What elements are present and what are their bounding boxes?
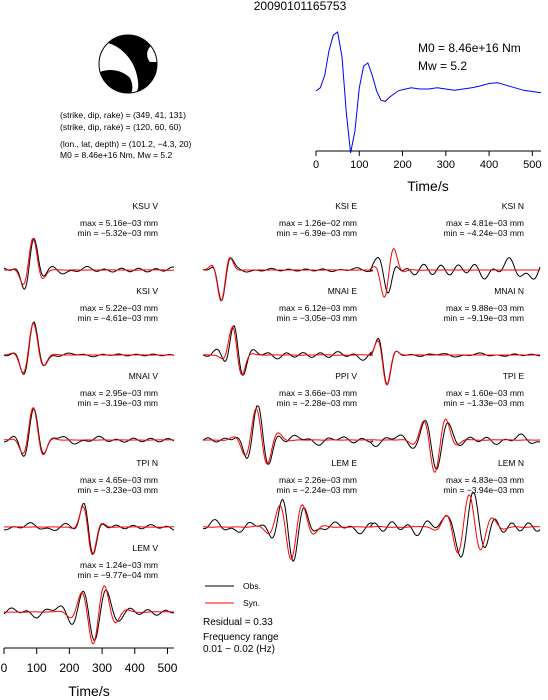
- waveform-panel: [370, 458, 540, 557]
- observed-trace: [4, 239, 174, 289]
- max-amplitude-label: max = 2.26e−03 mm: [279, 475, 357, 485]
- waveform-x-tick-label: 500: [157, 661, 178, 675]
- station-label: KSU V: [132, 201, 158, 211]
- min-amplitude-label: min = −3.94e−03 mm: [443, 485, 524, 495]
- max-amplitude-label: max = 1.26e−02 mm: [279, 218, 357, 228]
- station-label: MNAI E: [327, 286, 357, 296]
- waveform-panel: [4, 286, 174, 374]
- legend: [203, 581, 279, 655]
- station-label: LEM N: [498, 458, 524, 468]
- waveform-x-tick-label: 300: [92, 661, 113, 675]
- observed-trace: [4, 322, 174, 374]
- synthetic-trace: [203, 409, 373, 464]
- station-label: LEM E: [331, 458, 357, 468]
- stf-x-tick-label: 400: [479, 159, 499, 171]
- mechanism-line-1: (strike, dip, rake) = (349, 41, 131): [60, 110, 186, 120]
- max-amplitude-label: max = 4.81e−03 mm: [446, 218, 524, 228]
- stf-x-axis-label: Time/s: [407, 178, 449, 194]
- max-amplitude-label: max = 1.24e−03 mm: [80, 560, 158, 570]
- min-amplitude-label: min = −4.24e−03 mm: [443, 228, 524, 238]
- max-amplitude-label: max = 6.12e−03 mm: [279, 303, 357, 313]
- station-label: KSI V: [136, 286, 158, 296]
- frequency-range-value: 0.01 − 0.02 (Hz): [203, 644, 275, 655]
- min-amplitude-label: min = −6.39e−03 mm: [276, 228, 357, 238]
- max-amplitude-label: max = 4.83e−03 mm: [446, 475, 524, 485]
- station-label: MNAI N: [494, 286, 524, 296]
- stf-x-tick-label: 0: [312, 159, 320, 171]
- max-amplitude-label: max = 3.66e−03 mm: [279, 388, 357, 398]
- source-time-function-plot: [313, 32, 542, 194]
- synthetic-trace: [4, 323, 174, 372]
- waveform-x-tick-label: 400: [124, 661, 145, 675]
- observed-trace: [4, 409, 174, 457]
- waveform-panel: [4, 458, 174, 555]
- station-label: LEM V: [132, 543, 158, 553]
- observed-trace: [4, 590, 174, 640]
- waveform-panel: [203, 458, 373, 561]
- min-amplitude-label: min = −9.19e−03 mm: [443, 313, 524, 323]
- observed-trace: [203, 326, 373, 375]
- min-amplitude-label: min = −9.77e−04 mm: [77, 570, 158, 580]
- stf-moment-label: M0 = 8.46e+16 Nm: [418, 41, 521, 55]
- waveform-x-tick-label: 0: [0, 661, 8, 675]
- waveform-x-axis-label: Time/s: [68, 683, 110, 699]
- frequency-range-label: Frequency range: [203, 632, 279, 643]
- waveform-panel: [203, 286, 373, 375]
- legend-syn-label: Syn.: [243, 598, 261, 608]
- waveform-panels: [4, 201, 540, 644]
- waveform-panel: [370, 201, 540, 297]
- stf-mw-label: Mw = 5.2: [418, 59, 468, 73]
- min-amplitude-label: min = −4.61e−03 mm: [77, 313, 158, 323]
- waveform-panel: [4, 543, 174, 644]
- station-label: TPI E: [502, 371, 524, 381]
- figure-title: 20090101165753: [253, 0, 347, 13]
- residual-label: Residual = 0.33: [203, 617, 273, 628]
- location-line: (lon., lat, depth) = (101.2, −4.3, 20): [60, 139, 192, 149]
- max-amplitude-label: max = 1.60e−03 mm: [446, 388, 524, 398]
- waveform-panel: [203, 371, 373, 464]
- station-label: TPI N: [136, 458, 158, 468]
- stf-x-tick-label: 500: [523, 159, 542, 171]
- station-label: KSI N: [501, 201, 524, 211]
- waveform-time-axis: [1, 648, 178, 699]
- max-amplitude-label: max = 5.22e−03 mm: [80, 303, 158, 313]
- stf-x-tick-label: 300: [436, 159, 455, 171]
- waveform-x-tick-label: 200: [59, 661, 80, 675]
- stf-x-tick-label: 100: [350, 159, 369, 171]
- min-amplitude-label: min = −1.33e−03 mm: [443, 398, 524, 408]
- observed-trace: [203, 406, 373, 464]
- min-amplitude-label: min = −3.05e−03 mm: [276, 313, 357, 323]
- station-label: MNAI V: [128, 371, 158, 381]
- legend-obs-label: Obs.: [243, 581, 261, 591]
- stf-x-tick-label: 200: [393, 159, 412, 171]
- station-label: KSI E: [335, 201, 357, 211]
- min-amplitude-label: min = −2.28e−03 mm: [276, 398, 357, 408]
- beachball-icon: [99, 35, 157, 93]
- station-label: PPI V: [335, 371, 357, 381]
- max-amplitude-label: max = 5.16e−03 mm: [80, 218, 158, 228]
- max-amplitude-label: max = 4.65e−03 mm: [80, 475, 158, 485]
- min-amplitude-label: min = −5.32e−03 mm: [77, 228, 158, 238]
- waveform-panel: [4, 201, 174, 289]
- waveform-x-tick-label: 100: [26, 661, 47, 675]
- max-amplitude-label: max = 2.95e−03 mm: [80, 388, 158, 398]
- waveform-panel: [4, 371, 174, 456]
- min-amplitude-label: min = −3.19e−03 mm: [77, 398, 158, 408]
- moment-line: M0 = 8.46e+16 Nm, Mw = 5.2: [60, 150, 173, 160]
- max-amplitude-label: max = 9.88e−03 mm: [446, 303, 524, 313]
- mechanism-line-2: (strike, dip, rake) = (120, 60, 60): [60, 122, 182, 132]
- min-amplitude-label: min = −3.23e−03 mm: [77, 485, 158, 495]
- min-amplitude-label: min = −2.24e−03 mm: [276, 485, 357, 495]
